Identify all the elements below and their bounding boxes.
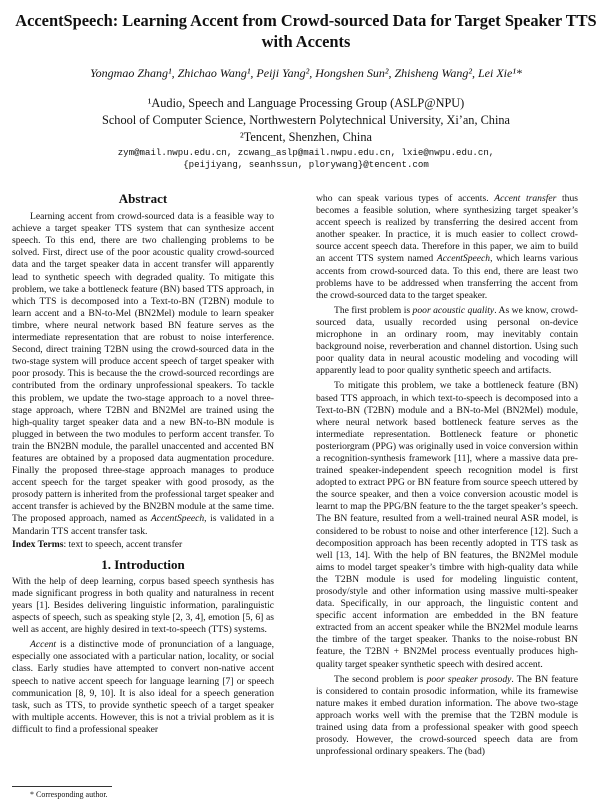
right-p1-emphasis: poor acoustic quality xyxy=(412,304,495,316)
right-p0-emphasis: Accent transfer xyxy=(494,193,557,204)
author-list: Yongmao Zhang¹, Zhichao Wang¹, Peiji Yang², Hongshen Sun², Zhisheng Wang², Lei Xie¹* xyxy=(90,66,522,80)
abstract-text xyxy=(12,211,274,538)
left-column xyxy=(12,193,274,736)
right-p1-a: The first problem is xyxy=(334,304,413,316)
right-p3-b: . The BN feature is considered to contain prosodic information, while its framewise nature makes it embed duration information. The above two-stage approach works well with the premise that the T2BN module is trained using data from a professional speaker with good speech prosody. However, the crowd-sourced speech data are from unprofessional ordinary speakers. The (bad) xyxy=(316,673,578,758)
right-paragraph-3 xyxy=(316,674,578,759)
right-p0-c: , which learns various accents from crowd-sourced data. To this end, there are least two problems have to be addressed when transferring the accent from the crowd-sourced data to the target speaker. xyxy=(316,253,578,301)
abstract-text-part: Learning accent from crowd-sourced data is a feasible way to achieve a target speaker TTS system that can synthesize accent speech. To this end, there are two challenging problems to be solved. First, direct use of the poor acoustic quality crowd-sourced data and the target speaker data in accent transfer will apparently lead to synthetic speech with degraded quality. To mitigate this problem, we take a bottleneck feature (BN) based TTS approach, in which TTS is decomposed into a Text-to-BN (T2BN) module to learn accent and a BN-to-Mel (BN2Mel) module to learn speaker timbre, where neural network based BN feature serves as the intermediate representation that are robust to noise interference. Second, direct training T2BN using the crowd-sourced data in the two-stage system will produce accent speech of target speaker with poor prosody. This is because the the crowd-sourced recordings are contributed from the ordinary unprofessional speakers. To tackle this problem, we update the two-stage approach to a novel three-stage approach, where T2BN and BN2Mel are trained using the high-quality target speaker data and a new BN-to-BN module is plugged in between the two modules to perform accent transfer. To train the BN2BN module, the parallel unaccented and accented BN features are obtained by a proposed data augmentation procedure. Finally the proposed three-stage approach manages to produce accent speech for the target speaker with good prosody, as the prosody pattern is inherited from the professional target speaker and accent transfer is achieved by the BN2BN module at the same time. The proposed approach, named as xyxy=(12,211,274,525)
right-p1-b: . As we know, crowd-sourced data, usually recorded using personal on-device microphone in an ordinary room, may inevitably contain background noise, reverberation and channel distortion. Using such poor quality data in neural acoustic modeling and vocoding will apparently lead to poor quality synthetic speech and artifacts. xyxy=(316,304,578,377)
intro-paragraph-1: With the help of deep learning, corpus based speech synthesis has made significant progress in both quality and naturalness in recent years [1]. Besides delivering linguistic information, paralinguistic aspects of speech, such as speaking style [2, 3, 4], emotion [5, 6] as well as accent, are highly desired in text-to-speech (TTS) systems. xyxy=(12,575,274,636)
right-column xyxy=(316,193,578,758)
paper-title: AccentSpeech: Learning Accent from Crowd-sourced Data for Target Speaker TTS with Accents xyxy=(15,11,597,51)
abstract-text-emphasis: AccentSpeech xyxy=(150,513,205,525)
affiliation-1-school: School of Computer Science, Northwestern Polytechnical University, Xi’an, China xyxy=(102,113,510,127)
right-p0-a: who can speak various types of accents. xyxy=(316,193,495,204)
intro-paragraph-2-text: is a distinctive mode of pronunciation of a language, especially one associated with a particular nation, locality, or social class. Early studies have attempted to convert non-native accent speech to native accent speech for language learning [7] or speech communication [8, 9, 10]. It is also ideal for a speech generation task, such as TTS, to provide synthetic speech of a target speaker with multiple accents. However, this is not a trivial problem as it is difficult to find a professional speaker xyxy=(12,639,274,735)
right-p0-b: thus becomes a feasible solution, where synthesizing target speaker’s accent speech is realized by transferring the desired accent from another speaker. In practice, it is much easier to collect crowd-source accent speech data. Therefore in this paper, we aim to build an accent TTS system named xyxy=(316,193,578,265)
right-p3-a: The second problem is xyxy=(334,673,427,685)
index-terms xyxy=(12,539,274,551)
email-line-2: {peijiyang, seanhssun, plorywang}@tencent.com xyxy=(183,159,429,170)
email-line-1: zym@mail.nwpu.edu.cn, zcwang_aslp@mail.nwpu.edu.cn, lxie@nwpu.edu.cn, xyxy=(117,147,495,158)
intro-paragraph-2-emphasis: Accent xyxy=(30,639,57,651)
index-terms-label: Index Terms xyxy=(12,538,64,550)
footnote-divider xyxy=(12,786,112,787)
intro-paragraph-2 xyxy=(12,639,274,736)
right-p3-emphasis: poor speaker prosody xyxy=(426,673,512,685)
right-paragraph-2: To mitigate this problem, we take a bottleneck feature (BN) based TTS approach, in which text-to-speech is decomposed into a Text-to-BN (T2BN) module and a BN-to-Mel (BN2Mel) module, where neural network based bottleneck feature serves as the intermediate representation. Bottleneck feature or phonetic posteriorgram (PPG) was originally used in voice conversion within a recognition-synthesis framework [11], where a massive data pre-trained speaker-independent speech recognition model is first adopted to extract PPG or BN feature from source speech uttered by the source speaker, and then a voice conversion acoustic model is learnt to map the PPG/BN feature to the the target speaker’s speech. The BN feature, resulted from a well-trained neural ASR model, is considered to be robust to noise and other interference [12]. Such a decomposition approach has been recently adopted in TTS task as well [13, 14]. With the help of BN features, the BN2Mel module aims to model target speaker’s timbre with high-quality data while the T2BN module is used for modeling linguistic content, prosody/style and other information using massive multi-speaker data. Specifically, in our approach, the linguistic content and specific accent information are embedded in the BN feature extracted from an accent speaker while the BN2Mel module learns the timbre of the target speaker. Thanks to the noise-robust BN feature, the T2BN + BN2Mel process eventually produces high-quality target speaker synthetic speech with desired accent. xyxy=(316,380,578,670)
abstract-heading: Abstract xyxy=(118,191,168,206)
affiliation-2: ²Tencent, Shenzhen, China xyxy=(240,130,372,144)
right-p0-emphasis-2: AccentSpeech xyxy=(436,253,491,265)
right-paragraph-1 xyxy=(316,305,578,378)
footnote: * Corresponding author. xyxy=(30,790,108,799)
right-paragraph-0 xyxy=(316,193,578,302)
abstract-text-end: , is validated in a Mandarin TTS accent transfer task. xyxy=(12,513,275,537)
affiliation-1: ¹Audio, Speech and Language Processing Group (ASLP@NPU) xyxy=(147,96,465,110)
index-terms-text: : text to speech, accent transfer xyxy=(63,538,183,550)
author-emails xyxy=(0,147,612,171)
introduction-heading: 1. Introduction xyxy=(101,556,185,572)
